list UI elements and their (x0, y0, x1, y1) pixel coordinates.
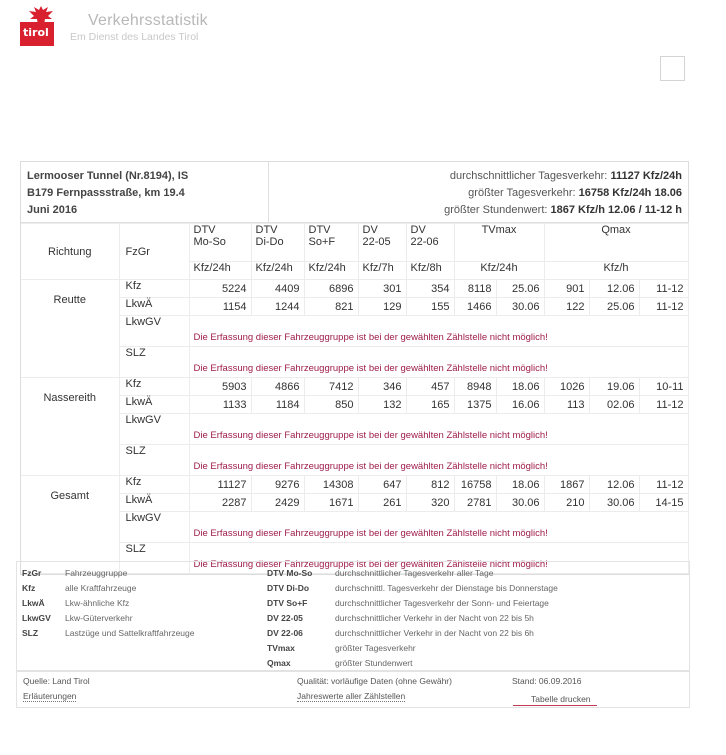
value-cell: 320 (406, 494, 454, 512)
legend-value: Fahrzeuggruppe (65, 568, 128, 578)
direction-label: Nassereith (21, 378, 119, 476)
vehicle-group: Kfz (119, 280, 189, 298)
table-row (21, 347, 688, 378)
logo-text: tirol (23, 26, 49, 39)
value-cell: 11-12 (639, 396, 688, 414)
brand-title: Verkehrsstatistik (88, 12, 208, 29)
value-cell: 1244 (251, 298, 304, 316)
value-cell: 18.06 (496, 476, 544, 494)
col-dv-22-06: DV 22-06 (406, 224, 454, 262)
corner-checkbox[interactable] (660, 56, 685, 81)
value-cell: 11-12 (639, 298, 688, 316)
value-cell: 1184 (251, 396, 304, 414)
value-cell: 8948 (454, 378, 496, 396)
value-cell: 165 (406, 396, 454, 414)
value-cell: 1154 (189, 298, 251, 316)
value-cell: 7412 (304, 378, 358, 396)
value-cell: 155 (406, 298, 454, 316)
value-cell: 129 (358, 298, 406, 316)
station-road: B179 Fernpassstraße, km 19.4 (27, 187, 185, 199)
col-dtv-so-f: DTV So+F (304, 224, 358, 262)
unit-dv-22-06: Kfz/8h (406, 262, 454, 280)
legend-key: Qmax (267, 658, 291, 668)
table-row (21, 378, 688, 396)
value-cell: 16.06 (496, 396, 544, 414)
explanations-link[interactable]: Erläuterungen (23, 691, 77, 701)
summary-info (269, 162, 688, 222)
source-label: Quelle: Land Tirol (23, 676, 90, 686)
legend-value: Lkw-ähnliche Kfz (65, 598, 130, 608)
value-cell: 122 (544, 298, 589, 316)
summary-dtv (269, 168, 682, 185)
value-cell: 6896 (304, 280, 358, 298)
vehicle-group: SLZ (119, 445, 189, 476)
value-cell: 210 (544, 494, 589, 512)
annual-values-link[interactable]: Jahreswerte aller Zählstellen (297, 691, 406, 701)
vehicle-group: SLZ (119, 543, 189, 574)
summary-max-day-value: 16758 Kfz/24h 18.06 (578, 187, 682, 199)
value-cell: 30.06 (496, 298, 544, 316)
direction-label: Reutte (21, 280, 119, 378)
unit-tvmax: Kfz/24h (454, 262, 544, 280)
value-cell: 113 (544, 396, 589, 414)
value-cell: 25.06 (496, 280, 544, 298)
statistics-panel (20, 161, 689, 575)
legend-value: größter Tagesverkehr (335, 643, 416, 653)
unit-dv-22-05: Kfz/7h (358, 262, 406, 280)
legend-key: Kfz (22, 583, 36, 593)
value-cell: 4409 (251, 280, 304, 298)
vehicle-group: Kfz (119, 378, 189, 396)
unit-dtv-so-f: Kfz/24h (304, 262, 358, 280)
legend (16, 561, 690, 671)
vehicle-group: LkwÄ (119, 298, 189, 316)
not-available-message: Die Erfassung dieser Fahrzeuggruppe ist bei der gewählten Zählstelle nicht möglich! (189, 347, 688, 378)
value-cell: 25.06 (589, 298, 639, 316)
brand-subtitle: Em Dienst des Landes Tirol (70, 31, 199, 43)
col-fzgr: FzGr (119, 224, 189, 280)
station-info (21, 162, 269, 222)
unit-qmax: Kfz/h (544, 262, 688, 280)
summary-max-day (269, 185, 682, 202)
legend-value: durchschnittlicher Verkehr in der Nacht von 22 bis 6h (335, 628, 534, 638)
summary-max-hour-value: 1867 Kfz/h 12.06 / 11-12 h (550, 204, 682, 216)
unit-dtv-di-do: Kfz/24h (251, 262, 304, 280)
legend-key: TVmax (267, 643, 295, 653)
header-row-1 (21, 224, 688, 262)
summary-dtv-value: 11127 Kfz/24h (610, 170, 682, 182)
not-available-message: Die Erfassung dieser Fahrzeuggruppe ist bei der gewählten Zählstelle nicht möglich! (189, 543, 688, 574)
col-qmax: Qmax (544, 224, 688, 262)
value-cell: 19.06 (589, 378, 639, 396)
vehicle-group: LkwÄ (119, 396, 189, 414)
summary-dtv-label: durchschnittlicher Tagesverkehr: (449, 170, 608, 182)
value-cell: 12.06 (589, 280, 639, 298)
col-tvmax: TVmax (454, 224, 544, 262)
footer (16, 671, 690, 708)
vehicle-group: SLZ (119, 347, 189, 378)
value-cell: 821 (304, 298, 358, 316)
value-cell: 1375 (454, 396, 496, 414)
print-table-button[interactable]: Tabelle drucken (513, 694, 597, 706)
value-cell: 16758 (454, 476, 496, 494)
value-cell: 11127 (189, 476, 251, 494)
legend-value: größter Stundenwert (335, 658, 413, 668)
value-cell: 261 (358, 494, 406, 512)
table-row (21, 445, 688, 476)
date-label: Stand: 06.09.2016 (512, 676, 582, 686)
value-cell: 11-12 (639, 280, 688, 298)
legend-key: DV 22-05 (267, 613, 303, 623)
value-cell: 346 (358, 378, 406, 396)
col-dv-22-05: DV 22-05 (358, 224, 406, 262)
value-cell: 14308 (304, 476, 358, 494)
value-cell: 10-11 (639, 378, 688, 396)
value-cell: 11-12 (639, 476, 688, 494)
col-dtv-di-do: DTV Di-Do (251, 224, 304, 262)
legend-value: Lkw-Güterverkehr (65, 613, 133, 623)
vehicle-group: Kfz (119, 476, 189, 494)
summary-max-hour-label: größter Stundenwert: (444, 204, 548, 216)
legend-key: DTV Mo-So (267, 568, 313, 578)
table-row (21, 280, 688, 298)
value-cell: 1466 (454, 298, 496, 316)
value-cell: 14-15 (639, 494, 688, 512)
value-cell: 354 (406, 280, 454, 298)
table-row (21, 396, 688, 414)
legend-key: SLZ (22, 628, 39, 638)
table-row (21, 298, 688, 316)
vehicle-group: LkwGV (119, 414, 189, 445)
not-available-message: Die Erfassung dieser Fahrzeuggruppe ist bei der gewählten Zählstelle nicht möglich! (189, 414, 688, 445)
table-row (21, 512, 688, 543)
value-cell: 1133 (189, 396, 251, 414)
legend-key: DV 22-06 (267, 628, 303, 638)
tirol-logo (20, 4, 54, 46)
value-cell: 18.06 (496, 378, 544, 396)
value-cell: 5903 (189, 378, 251, 396)
vehicle-group: LkwGV (119, 512, 189, 543)
value-cell: 132 (358, 396, 406, 414)
value-cell: 30.06 (496, 494, 544, 512)
legend-key: DTV Di-Do (267, 583, 310, 593)
value-cell: 457 (406, 378, 454, 396)
value-cell: 4866 (251, 378, 304, 396)
legend-value: Lastzüge und Sattelkraftfahrzeuge (65, 628, 195, 638)
quality-label: Qualität: vorläufige Daten (ohne Gewähr) (297, 676, 452, 686)
value-cell: 1026 (544, 378, 589, 396)
legend-value: durchschnittlicher Tagesverkehr aller Tage (335, 568, 494, 578)
legend-key: DTV So+F (267, 598, 308, 608)
col-dtv-mo-so: DTV Mo-So (189, 224, 251, 262)
value-cell: 2287 (189, 494, 251, 512)
summary-max-day-label: größter Tagesverkehr: (468, 187, 576, 199)
table-row (21, 494, 688, 512)
station-header (21, 162, 688, 223)
table-row (21, 316, 688, 347)
summary-max-hour (269, 202, 682, 219)
station-period: Juni 2016 (27, 204, 78, 216)
value-cell: 8118 (454, 280, 496, 298)
value-cell: 5224 (189, 280, 251, 298)
value-cell: 850 (304, 396, 358, 414)
vehicle-group: LkwÄ (119, 494, 189, 512)
station-name: Lermooser Tunnel (Nr.8194), IS (27, 170, 189, 182)
value-cell: 9276 (251, 476, 304, 494)
value-cell: 2781 (454, 494, 496, 512)
unit-dtv-mo-so: Kfz/24h (189, 262, 251, 280)
not-available-message: Die Erfassung dieser Fahrzeuggruppe ist bei der gewählten Zählstelle nicht möglich! (189, 512, 688, 543)
value-cell: 02.06 (589, 396, 639, 414)
col-richtung: Richtung (21, 224, 119, 280)
traffic-table (21, 223, 689, 574)
direction-label: Gesamt (21, 476, 119, 574)
not-available-message: Die Erfassung dieser Fahrzeuggruppe ist bei der gewählten Zählstelle nicht möglich! (189, 445, 688, 476)
value-cell: 812 (406, 476, 454, 494)
logo-flag (20, 22, 54, 46)
legend-value: durchschnittlicher Verkehr in der Nacht von 22 bis 5h (335, 613, 534, 623)
vehicle-group: LkwGV (119, 316, 189, 347)
legend-key: LkwÄ (22, 598, 45, 608)
table-row (21, 476, 688, 494)
legend-value: durchschnittl. Tagesverkehr der Dienstage bis Donnerstage (335, 583, 558, 593)
value-cell: 12.06 (589, 476, 639, 494)
value-cell: 901 (544, 280, 589, 298)
legend-value: alle Kraftfahrzeuge (65, 583, 137, 593)
not-available-message: Die Erfassung dieser Fahrzeuggruppe ist bei der gewählten Zählstelle nicht möglich! (189, 316, 688, 347)
value-cell: 30.06 (589, 494, 639, 512)
value-cell: 647 (358, 476, 406, 494)
legend-key: FzGr (22, 568, 42, 578)
value-cell: 1867 (544, 476, 589, 494)
value-cell: 1671 (304, 494, 358, 512)
value-cell: 301 (358, 280, 406, 298)
table-row (21, 414, 688, 445)
legend-value: durchschnittlicher Tagesverkehr der Sonn- und Feiertage (335, 598, 549, 608)
value-cell: 2429 (251, 494, 304, 512)
legend-key: LkwGV (22, 613, 51, 623)
